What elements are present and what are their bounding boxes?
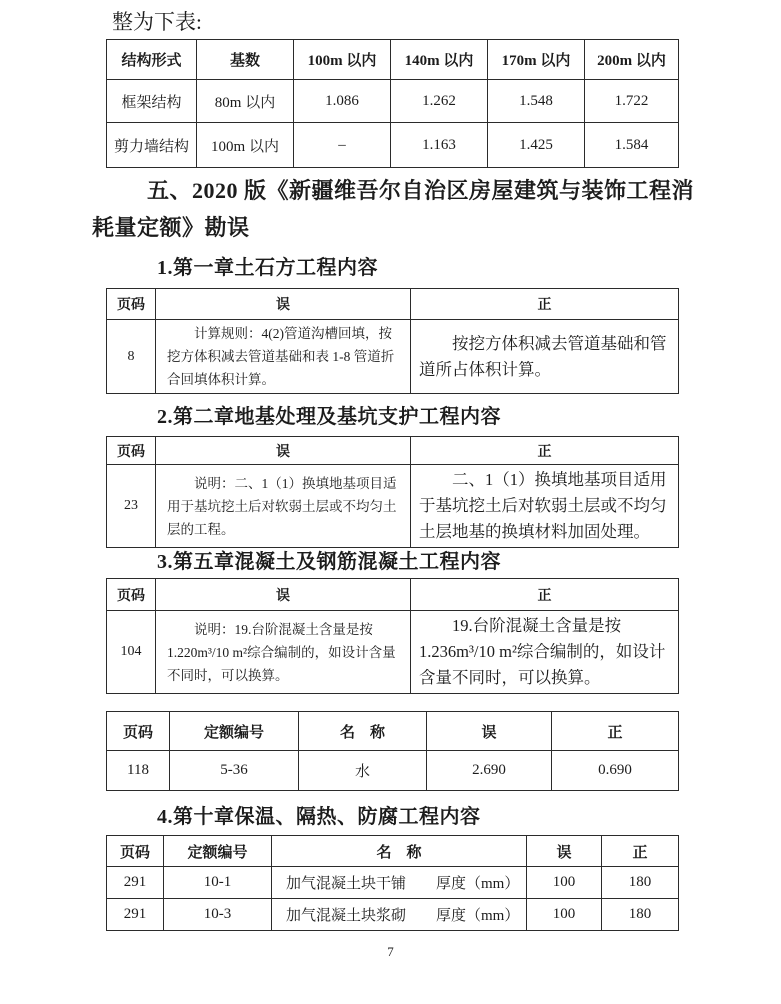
error-text-cell: 说明：二、1（1）换填地基项目适用于基坑挖土后对软弱土层或不均匀土层的工程。 (156, 465, 411, 548)
item-name-cell: 水 (299, 751, 427, 791)
column-header: 误 (427, 712, 552, 751)
table-header-row (107, 40, 679, 80)
correction-value-cell: 180 (602, 899, 679, 931)
page-number-cell: 23 (107, 465, 156, 548)
correction-text-cell: 二、1（1）换填地基项目适用于基坑挖土后对软弱土层或不均匀土层地基的换填材料加固处理。 (411, 465, 679, 548)
column-header: 误 (156, 579, 411, 611)
section-heading-3: 3.第五章混凝土及钢筋混凝土工程内容 (157, 551, 501, 573)
page-number-cell: 118 (107, 751, 170, 791)
table-header-row (107, 437, 679, 465)
page-footer-number: 7 (387, 944, 394, 959)
column-header: 正 (602, 836, 679, 867)
main-heading-line1: 五、2020 版《新疆维吾尔自治区房屋建筑与装饰工程消 (147, 178, 695, 203)
column-header: 名 称 (272, 836, 527, 867)
column-header: 页码 (107, 289, 156, 320)
column-header: 170m 以内 (488, 40, 585, 80)
quota-code-cell: 5-36 (170, 751, 299, 791)
cell: 框架结构 (107, 80, 197, 123)
error-text-cell: 计算规则：4(2)管道沟槽回填，按挖方体积减去管道基础和表 1-8 管道折合回填体积计算。 (156, 320, 411, 394)
column-header: 正 (552, 712, 679, 751)
column-header: 正 (411, 579, 679, 611)
column-header: 名 称 (299, 712, 427, 751)
main-heading-line2: 耗量定额》勘误 (92, 215, 250, 240)
cell: 1.722 (585, 80, 679, 123)
table-row (107, 899, 679, 931)
table-header-row (107, 579, 679, 611)
column-header: 误 (156, 437, 411, 465)
column-header: 正 (411, 437, 679, 465)
column-header: 误 (527, 836, 602, 867)
table-row (107, 867, 679, 899)
column-header: 页码 (107, 579, 156, 611)
column-header: 误 (156, 289, 411, 320)
column-header: 定额编号 (164, 836, 272, 867)
column-header: 定额编号 (170, 712, 299, 751)
table-row (107, 465, 679, 548)
cell: 1.425 (488, 123, 585, 168)
section-heading-2: 2.第二章地基处理及基坑支护工程内容 (157, 406, 501, 428)
cell: 1.584 (585, 123, 679, 168)
table-row (107, 80, 679, 123)
errata-table-chapter2 (106, 436, 679, 548)
cell: 1.548 (488, 80, 585, 123)
cell: 1.163 (391, 123, 488, 168)
table-row (107, 611, 679, 694)
table-row (107, 123, 679, 168)
correction-value-cell: 0.690 (552, 751, 679, 791)
column-header: 结构形式 (107, 40, 197, 80)
quota-code-cell: 10-1 (164, 867, 272, 899)
quota-errata-table-chapter10 (106, 835, 679, 931)
errata-table-chapter1 (106, 288, 679, 394)
section-heading-1: 1.第一章土石方工程内容 (157, 257, 378, 279)
column-header: 100m 以内 (294, 40, 391, 80)
column-header: 140m 以内 (391, 40, 488, 80)
correction-text-cell: 19.台阶混凝土含量是按 1.236m³/10 m²综合编制的，如设计含量不同时，可以换算。 (411, 611, 679, 694)
table-row (107, 751, 679, 791)
quota-code-cell: 10-3 (164, 899, 272, 931)
column-header: 页码 (107, 712, 170, 751)
item-name-cell: 加气混凝土块浆砌 厚度（mm） (272, 899, 527, 931)
column-header: 200m 以内 (585, 40, 679, 80)
table-header-row (107, 289, 679, 320)
page-number-cell: 291 (107, 899, 164, 931)
cell: 1.262 (391, 80, 488, 123)
intro-text: 整为下表: (112, 10, 202, 34)
errata-table-chapter5 (106, 578, 679, 694)
item-name-cell: 加气混凝土块干铺 厚度（mm） (272, 867, 527, 899)
column-header: 基数 (197, 40, 294, 80)
page-number-cell: 8 (107, 320, 156, 394)
cell: 1.086 (294, 80, 391, 123)
page-number-cell: 291 (107, 867, 164, 899)
cell: 剪力墙结构 (107, 123, 197, 168)
correction-value-cell: 180 (602, 867, 679, 899)
page-number-cell: 104 (107, 611, 156, 694)
error-value-cell: 100 (527, 867, 602, 899)
structure-coefficient-table (106, 39, 679, 168)
column-header: 页码 (107, 437, 156, 465)
column-header: 页码 (107, 836, 164, 867)
table-header-row (107, 712, 679, 751)
column-header: 正 (411, 289, 679, 320)
table-row (107, 320, 679, 394)
cell: – (294, 123, 391, 168)
table-header-row (107, 836, 679, 867)
error-value-cell: 100 (527, 899, 602, 931)
section-heading-4: 4.第十章保温、隔热、防腐工程内容 (157, 806, 481, 828)
error-value-cell: 2.690 (427, 751, 552, 791)
cell: 80m 以内 (197, 80, 294, 123)
correction-text-cell: 按挖方体积减去管道基础和管道所占体积计算。 (411, 320, 679, 394)
quota-errata-table-water (106, 711, 679, 791)
error-text-cell: 说明：19.台阶混凝土含量是按 1.220m³/10 m²综合编制的，如设计含量不同时，可以换算。 (156, 611, 411, 694)
cell: 100m 以内 (197, 123, 294, 168)
